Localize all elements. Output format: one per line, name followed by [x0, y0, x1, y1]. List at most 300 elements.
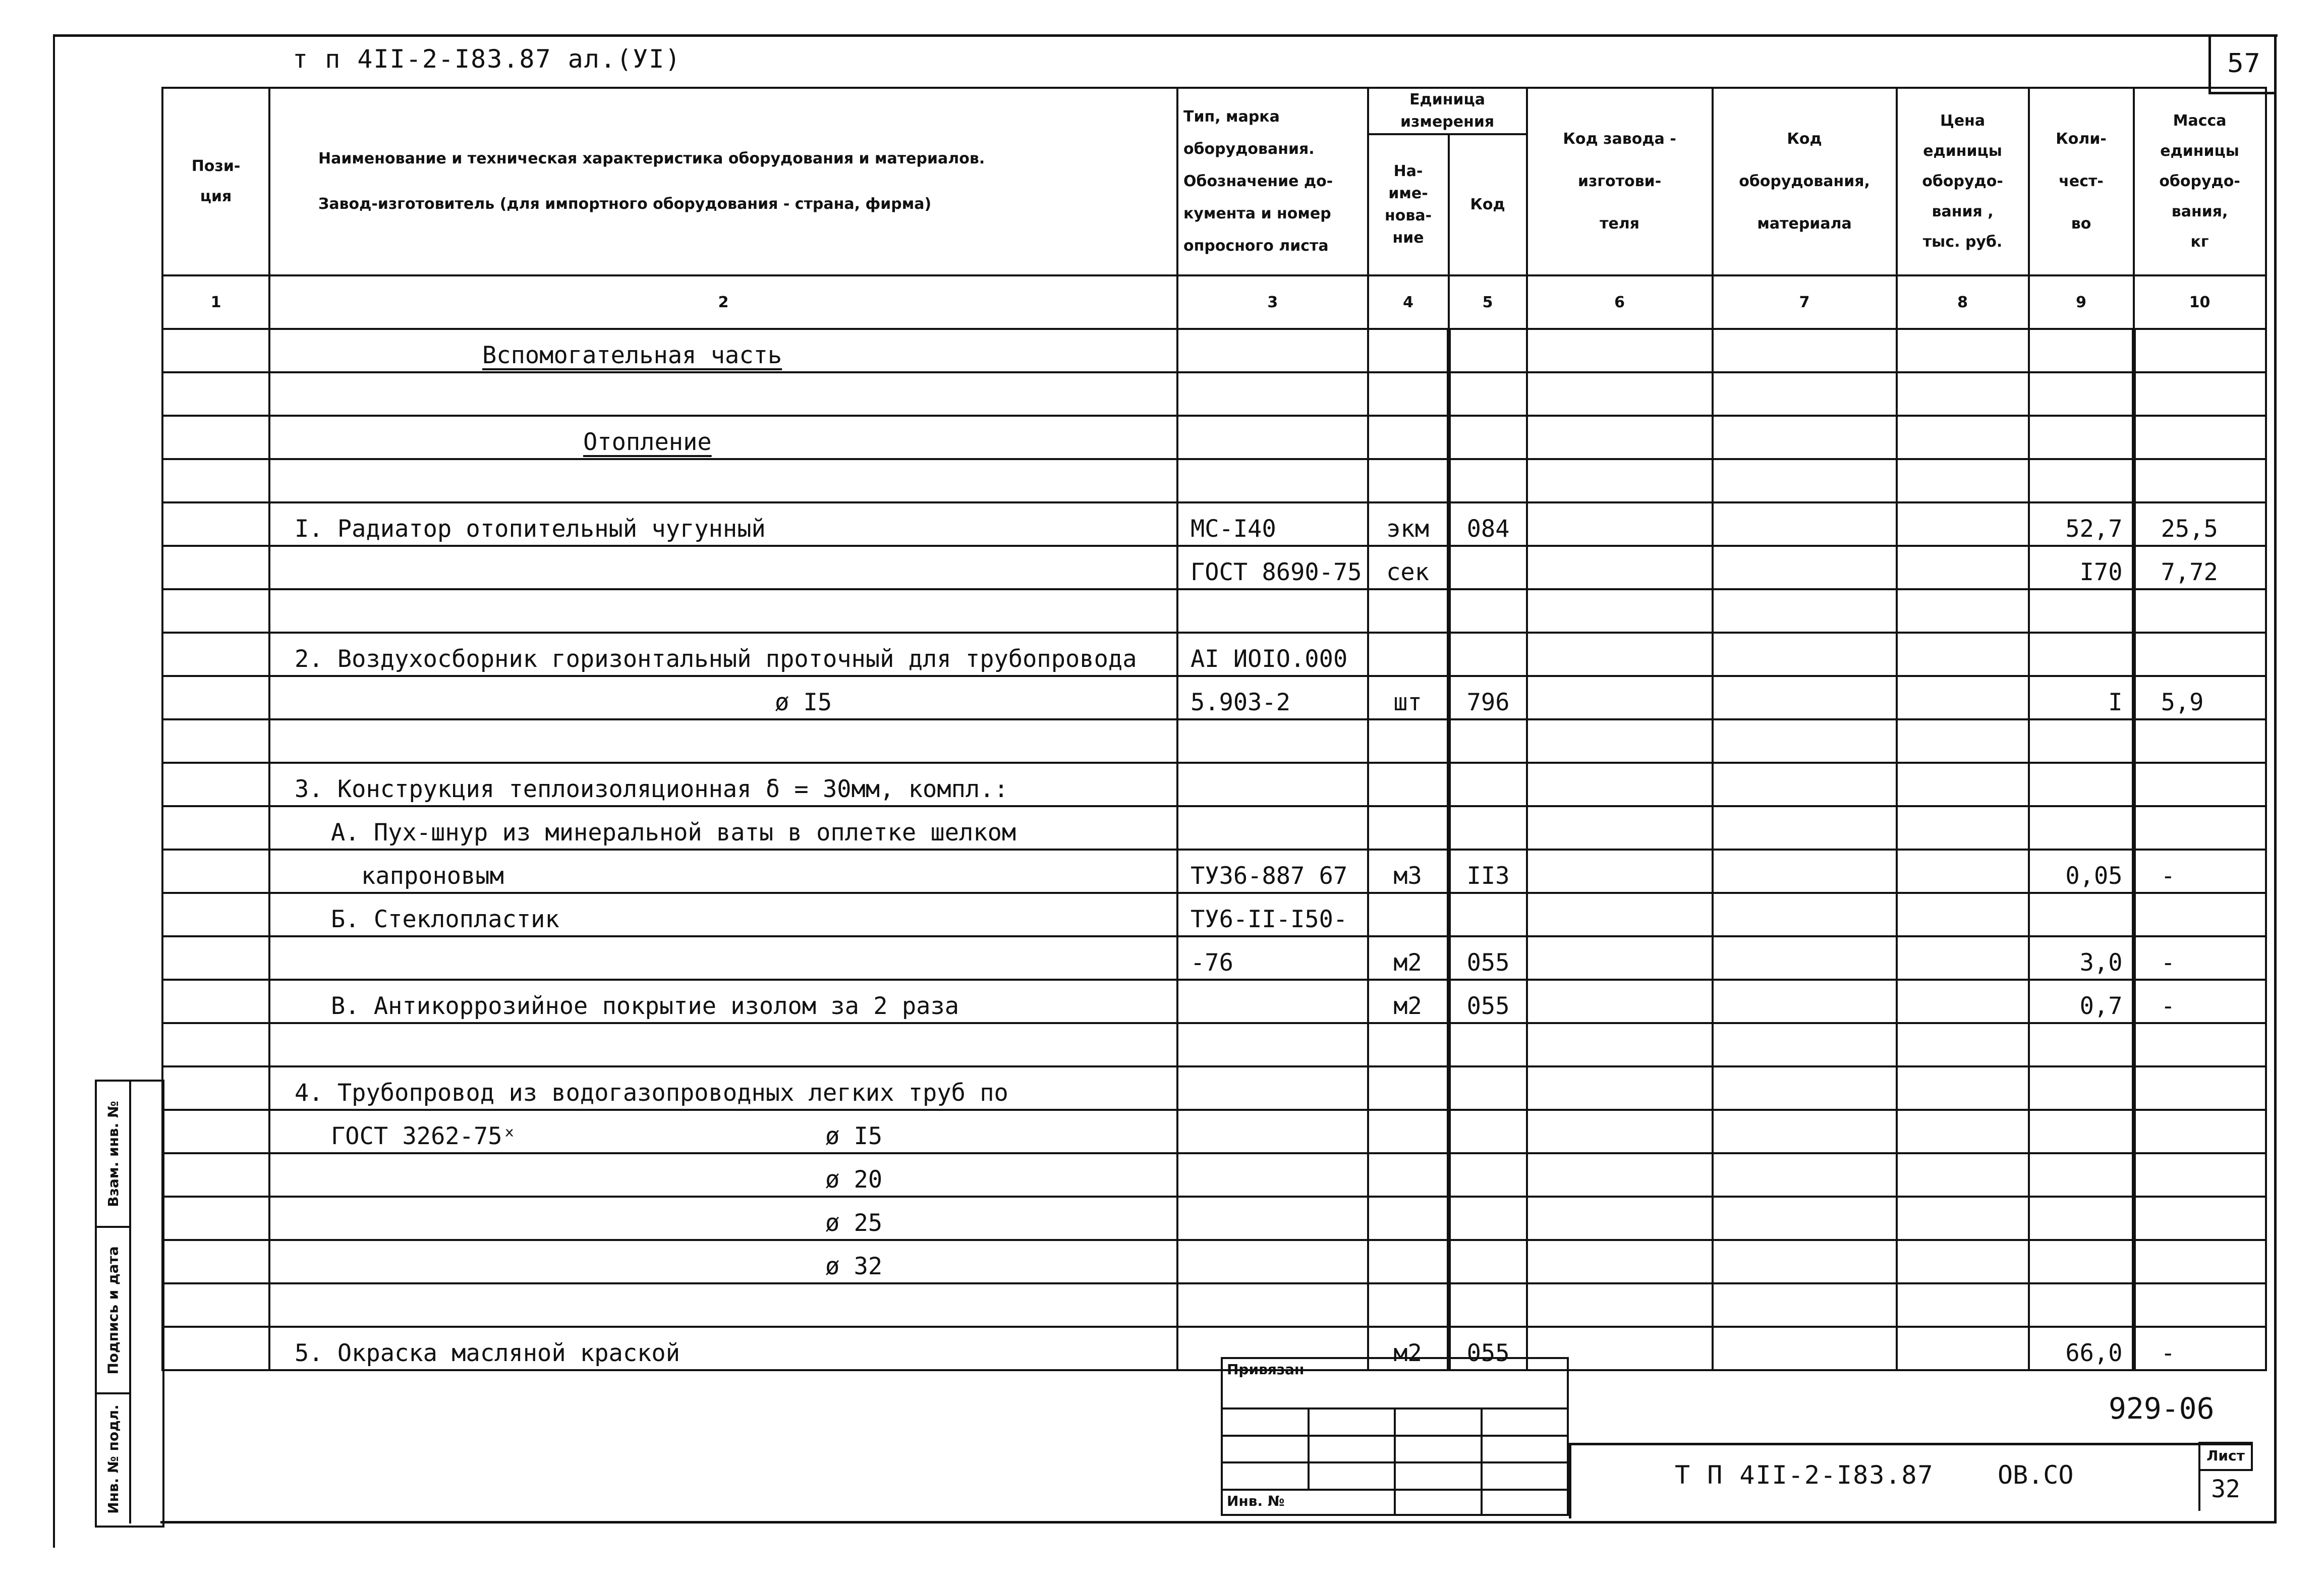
inv-number-label: Инв. № — [1222, 1490, 1395, 1515]
quantity-cell — [2029, 416, 2134, 459]
item-name: В. Антикоррозийное покрытие изолом за 2 раза — [331, 992, 959, 1020]
equipment-code-cell — [1713, 589, 1897, 633]
unit-code-cell: 796 — [1449, 676, 1527, 719]
price-cell — [1897, 980, 2029, 1023]
position-cell — [162, 763, 269, 806]
type-cell: ТУ36-887 67 — [1177, 850, 1368, 893]
header-price: Цена единицы оборудо- вания , тыс. руб. — [1897, 88, 2029, 275]
equipment-code-cell — [1713, 1066, 1897, 1110]
equipment-code-cell — [1713, 633, 1897, 676]
table-row — [162, 1153, 2266, 1197]
equipment-code-cell — [1713, 1197, 1897, 1240]
quantity-cell — [2029, 459, 2134, 502]
header-unit-group: Единица измерения — [1368, 88, 1527, 134]
table-row — [162, 1240, 2266, 1283]
quantity-cell — [2029, 1153, 2134, 1197]
name-cell — [269, 1110, 1177, 1153]
quantity-cell — [2029, 806, 2134, 850]
mass-cell — [2134, 329, 2266, 372]
equipment-code-cell — [1713, 546, 1897, 589]
table-row — [162, 763, 2266, 806]
name-cell — [269, 719, 1177, 763]
table-row — [162, 1066, 2266, 1110]
type-cell — [1177, 763, 1368, 806]
unit-cell — [1368, 1240, 1449, 1283]
mass-cell — [2134, 416, 2266, 459]
unit-cell: шт — [1368, 676, 1449, 719]
unit-cell — [1368, 459, 1449, 502]
binding-strip — [95, 1080, 164, 1528]
table-row — [162, 633, 2266, 676]
factory-code-cell — [1527, 546, 1713, 589]
unit-cell — [1368, 893, 1449, 936]
position-cell — [162, 1066, 269, 1110]
position-cell — [162, 1283, 269, 1327]
factory-code-cell — [1527, 416, 1713, 459]
mass-cell: - — [2134, 1327, 2266, 1370]
factory-code-cell — [1527, 1066, 1713, 1110]
item-name: ГОСТ 3262-75ˣ — [331, 1122, 517, 1150]
type-cell: 5.903-2 — [1177, 676, 1368, 719]
unit-cell — [1368, 1153, 1449, 1197]
name-cell — [269, 1327, 1177, 1370]
unit-code-cell — [1449, 329, 1527, 372]
equipment-code-cell — [1713, 329, 1897, 372]
header-factory-code: Код завода - изготови- теля — [1527, 88, 1713, 275]
mass-cell: - — [2134, 980, 2266, 1023]
header-unit-name: На- име- нова- ние — [1368, 134, 1449, 275]
quantity-cell — [2029, 893, 2134, 936]
name-cell — [269, 589, 1177, 633]
unit-cell — [1368, 329, 1449, 372]
bound-label: Привязан — [1222, 1358, 1568, 1408]
frame-left-line — [53, 34, 55, 1548]
quantity-cell: 0,7 — [2029, 980, 2134, 1023]
unit-code-cell — [1449, 1023, 1527, 1066]
document-code: Т П 4II-2-I83.87 — [1675, 1460, 1934, 1490]
price-cell — [1897, 1023, 2029, 1066]
position-cell — [162, 936, 269, 980]
mass-cell — [2134, 459, 2266, 502]
unit-code-cell — [1449, 1197, 1527, 1240]
factory-code-cell — [1527, 1110, 1713, 1153]
equipment-code-cell — [1713, 1240, 1897, 1283]
type-cell — [1177, 980, 1368, 1023]
mass-cell — [2134, 1197, 2266, 1240]
name-cell — [269, 502, 1177, 546]
equipment-code-cell — [1713, 1023, 1897, 1066]
position-cell — [162, 502, 269, 546]
unit-code-cell: 084 — [1449, 502, 1527, 546]
table-row — [162, 676, 2266, 719]
table-row — [162, 1327, 2266, 1370]
position-cell — [162, 676, 269, 719]
mass-cell: - — [2134, 936, 2266, 980]
item-name: 3. Конструкция теплоизоляционная δ = 30мм, компл.: — [295, 775, 1008, 803]
mass-cell — [2134, 1283, 2266, 1327]
unit-cell — [1368, 1066, 1449, 1110]
mass-cell — [2134, 893, 2266, 936]
position-cell — [162, 850, 269, 893]
column-number: 3 — [1177, 275, 1368, 329]
factory-code-cell — [1527, 850, 1713, 893]
position-cell — [162, 980, 269, 1023]
mass-cell — [2134, 806, 2266, 850]
column-number: 10 — [2134, 275, 2266, 329]
position-cell — [162, 546, 269, 589]
type-cell — [1177, 1197, 1368, 1240]
equipment-code-cell — [1713, 372, 1897, 416]
type-cell — [1177, 372, 1368, 416]
item-name: А. Пух-шнур из минеральной ваты в оплетке шелком — [331, 819, 1016, 847]
type-cell — [1177, 1283, 1368, 1327]
factory-code-cell — [1527, 329, 1713, 372]
table-row — [162, 1023, 2266, 1066]
header-position: Пози- ция — [162, 88, 269, 275]
factory-code-cell — [1527, 502, 1713, 546]
name-cell — [269, 546, 1177, 589]
name-cell — [269, 850, 1177, 893]
mass-cell: - — [2134, 850, 2266, 893]
factory-code-cell — [1527, 763, 1713, 806]
mass-cell — [2134, 763, 2266, 806]
name-cell — [269, 416, 1177, 459]
unit-cell: м2 — [1368, 936, 1449, 980]
quantity-cell — [2029, 1240, 2134, 1283]
table-row — [162, 850, 2266, 893]
table-row — [162, 1197, 2266, 1240]
unit-cell — [1368, 416, 1449, 459]
unit-cell — [1368, 763, 1449, 806]
price-cell — [1897, 719, 2029, 763]
table-row — [162, 329, 2266, 372]
unit-code-cell — [1449, 633, 1527, 676]
header-type: Тип, марка оборудования. Обозначение до- кумента и номер опросного листа — [1177, 88, 1368, 275]
binding-box — [1221, 1357, 1569, 1516]
factory-code-cell — [1527, 633, 1713, 676]
item-name: Б. Стеклопластик — [331, 906, 559, 933]
type-cell — [1177, 719, 1368, 763]
unit-code-cell — [1449, 372, 1527, 416]
item-name: Отопление — [583, 428, 712, 456]
factory-code-cell — [1527, 372, 1713, 416]
price-cell — [1897, 676, 2029, 719]
pipe-diameter: ø 25 — [825, 1209, 883, 1237]
factory-code-cell — [1527, 676, 1713, 719]
type-cell — [1177, 1110, 1368, 1153]
unit-cell — [1368, 1110, 1449, 1153]
type-cell — [1177, 416, 1368, 459]
equipment-code-cell — [1713, 1327, 1897, 1370]
factory-code-cell — [1527, 719, 1713, 763]
document-section: ОВ.СО — [1998, 1460, 2074, 1490]
quantity-cell: 66,0 — [2029, 1327, 2134, 1370]
mass-cell — [2134, 1110, 2266, 1153]
name-cell — [269, 893, 1177, 936]
factory-code-cell — [1527, 1153, 1713, 1197]
type-cell: АI ИОIО.000 — [1177, 633, 1368, 676]
column-number: 9 — [2029, 275, 2134, 329]
table-row — [162, 893, 2266, 936]
type-cell — [1177, 1153, 1368, 1197]
column-number: 7 — [1713, 275, 1897, 329]
side-cell-signature-date: Подпись и дата — [97, 1228, 129, 1394]
price-cell — [1897, 1283, 2029, 1327]
header-quantity: Коли- чест- во — [2029, 88, 2134, 275]
type-cell: МС-I40 — [1177, 502, 1368, 546]
type-cell: -76 — [1177, 936, 1368, 980]
type-cell — [1177, 806, 1368, 850]
name-cell — [269, 329, 1177, 372]
type-cell: ТУ6-II-I50- — [1177, 893, 1368, 936]
quantity-cell — [2029, 329, 2134, 372]
price-cell — [1897, 459, 2029, 502]
unit-code-cell — [1449, 1240, 1527, 1283]
table-row — [162, 1283, 2266, 1327]
name-cell — [269, 1197, 1177, 1240]
unit-code-cell: II3 — [1449, 850, 1527, 893]
name-cell — [269, 936, 1177, 980]
position-cell — [162, 1327, 269, 1370]
unit-code-cell: 055 — [1449, 936, 1527, 980]
side-cell-inv-podl: Инв. № подл. — [104, 1404, 122, 1514]
unit-code-cell — [1449, 459, 1527, 502]
equipment-code-cell — [1713, 719, 1897, 763]
position-cell — [162, 719, 269, 763]
position-cell — [162, 1110, 269, 1153]
item-name: 5. Окраска масляной краской — [295, 1339, 681, 1367]
factory-code-cell — [1527, 589, 1713, 633]
unit-cell — [1368, 1023, 1449, 1066]
price-cell — [1897, 589, 2029, 633]
factory-code-cell — [1527, 459, 1713, 502]
factory-code-cell — [1527, 893, 1713, 936]
quantity-cell — [2029, 719, 2134, 763]
unit-code-cell — [1449, 416, 1527, 459]
price-cell — [1897, 546, 2029, 589]
price-cell — [1897, 1153, 2029, 1197]
price-cell — [1897, 1327, 2029, 1370]
pipe-diameter: ø 32 — [825, 1253, 883, 1280]
unit-code-cell — [1449, 763, 1527, 806]
table-row — [162, 546, 2266, 589]
table-row — [162, 589, 2266, 633]
unit-code-cell — [1449, 1066, 1527, 1110]
quantity-cell: I70 — [2029, 546, 2134, 589]
name-cell — [269, 1283, 1177, 1327]
factory-code-cell — [1527, 1197, 1713, 1240]
position-cell — [162, 459, 269, 502]
frame-right-line — [2274, 34, 2277, 1522]
position-cell — [162, 893, 269, 936]
name-cell — [269, 1240, 1177, 1283]
pipe-diameter: ø I5 — [825, 1122, 883, 1150]
name-cell — [269, 1023, 1177, 1066]
name-cell — [269, 806, 1177, 850]
table-row — [162, 459, 2266, 502]
name-cell — [269, 1066, 1177, 1110]
price-cell — [1897, 1110, 2029, 1153]
name-cell — [269, 676, 1177, 719]
item-name: 2. Воздухосборник горизонтальный проточный для трубопровода — [295, 645, 1137, 673]
quantity-cell — [2029, 589, 2134, 633]
unit-code-cell — [1449, 1283, 1527, 1327]
price-cell — [1897, 763, 2029, 806]
unit-code-cell — [1449, 1153, 1527, 1197]
price-cell — [1897, 416, 2029, 459]
position-cell — [162, 1197, 269, 1240]
factory-code-cell — [1527, 936, 1713, 980]
position-cell — [162, 416, 269, 459]
mass-cell — [2134, 589, 2266, 633]
mass-cell — [2134, 719, 2266, 763]
price-cell — [1897, 329, 2029, 372]
quantity-cell — [2029, 1197, 2134, 1240]
position-cell — [162, 806, 269, 850]
equipment-code-cell — [1713, 459, 1897, 502]
item-name: ø I5 — [775, 689, 832, 716]
unit-cell — [1368, 806, 1449, 850]
equipment-code-cell — [1713, 980, 1897, 1023]
price-cell — [1897, 1197, 2029, 1240]
type-cell: ГОСТ 8690-75 — [1177, 546, 1368, 589]
mass-cell — [2134, 633, 2266, 676]
item-name: 4. Трубопровод из водогазопроводных легких труб по — [295, 1079, 1008, 1107]
unit-cell: м2 — [1368, 1327, 1449, 1370]
position-cell — [162, 633, 269, 676]
factory-code-cell — [1527, 980, 1713, 1023]
header-mass: Масса единицы оборудо- вания, кг — [2134, 88, 2266, 275]
unit-code-cell — [1449, 719, 1527, 763]
column-number: 5 — [1449, 275, 1527, 329]
quantity-cell: 52,7 — [2029, 502, 2134, 546]
price-cell — [1897, 893, 2029, 936]
price-cell — [1897, 1240, 2029, 1283]
unit-code-cell — [1449, 589, 1527, 633]
mass-cell — [2134, 1066, 2266, 1110]
type-cell — [1177, 1066, 1368, 1110]
price-cell — [1897, 936, 2029, 980]
column-number: 2 — [269, 275, 1177, 329]
price-cell — [1897, 1066, 2029, 1110]
quantity-cell — [2029, 1023, 2134, 1066]
position-cell — [162, 589, 269, 633]
position-cell — [162, 329, 269, 372]
unit-code-cell — [1449, 893, 1527, 936]
type-cell — [1177, 1240, 1368, 1283]
table-row — [162, 719, 2266, 763]
mass-cell — [2134, 1240, 2266, 1283]
price-cell — [1897, 806, 2029, 850]
name-cell — [269, 633, 1177, 676]
price-cell — [1897, 372, 2029, 416]
type-cell — [1177, 329, 1368, 372]
table-row — [162, 1110, 2266, 1153]
mass-cell — [2134, 1153, 2266, 1197]
series-number: 929-06 — [2109, 1391, 2215, 1426]
mass-cell: 7,72 — [2134, 546, 2266, 589]
unit-cell — [1368, 372, 1449, 416]
factory-code-cell — [1527, 1023, 1713, 1066]
sheet-title: т п 4II-2-I83.87 ал.(УI) — [293, 44, 682, 74]
item-name: I. Радиатор отопительный чугунный — [295, 515, 766, 543]
equipment-code-cell — [1713, 502, 1897, 546]
quantity-cell: 0,05 — [2029, 850, 2134, 893]
side-cell-vzam-inv: Взам. инв. № — [97, 1082, 129, 1228]
unit-code-cell — [1449, 806, 1527, 850]
mass-cell: 25,5 — [2134, 502, 2266, 546]
header-name: Наименование и техническая характеристика оборудования и материалов. Завод-изготовитель (для импортного оборудования - страна, фирма) — [269, 88, 1177, 275]
table-row — [162, 372, 2266, 416]
equipment-code-cell — [1713, 1283, 1897, 1327]
unit-code-cell: 055 — [1449, 1327, 1527, 1370]
unit-cell — [1368, 1197, 1449, 1240]
column-number: 1 — [162, 275, 269, 329]
price-cell — [1897, 850, 2029, 893]
unit-cell: экм — [1368, 502, 1449, 546]
specification-rows — [162, 329, 2266, 1370]
unit-cell — [1368, 1283, 1449, 1327]
name-cell — [269, 372, 1177, 416]
equipment-code-cell — [1713, 1153, 1897, 1197]
unit-code-cell — [1449, 546, 1527, 589]
factory-code-cell — [1527, 1283, 1713, 1327]
table-row — [162, 980, 2266, 1023]
column-number: 8 — [1897, 275, 2029, 329]
quantity-cell — [2029, 633, 2134, 676]
unit-cell: м3 — [1368, 850, 1449, 893]
quantity-cell — [2029, 1110, 2134, 1153]
unit-cell: сек — [1368, 546, 1449, 589]
table-row — [162, 502, 2266, 546]
price-cell — [1897, 633, 2029, 676]
header-equipment-code: Код оборудования, материала — [1713, 88, 1897, 275]
name-cell — [269, 980, 1177, 1023]
position-cell — [162, 1023, 269, 1066]
side-strip-divider — [129, 1082, 131, 1524]
name-cell — [269, 763, 1177, 806]
item-name: капроновым — [361, 862, 504, 890]
unit-cell — [1368, 589, 1449, 633]
factory-code-cell — [1527, 1240, 1713, 1283]
unit-code-cell — [1449, 1110, 1527, 1153]
quantity-cell — [2029, 1066, 2134, 1110]
column-number: 4 — [1368, 275, 1449, 329]
name-cell — [269, 1153, 1177, 1197]
unit-cell: м2 — [1368, 980, 1449, 1023]
price-cell — [1897, 502, 2029, 546]
unit-code-cell: 055 — [1449, 980, 1527, 1023]
equipment-code-cell — [1713, 806, 1897, 850]
page-number: 57 — [2208, 35, 2277, 94]
equipment-code-cell — [1713, 676, 1897, 719]
specification-table — [161, 87, 2267, 1371]
table-row — [162, 936, 2266, 980]
frame-top-line — [53, 34, 2278, 37]
equipment-code-cell — [1713, 1110, 1897, 1153]
equipment-code-cell — [1713, 416, 1897, 459]
name-cell — [269, 459, 1177, 502]
quantity-cell: 3,0 — [2029, 936, 2134, 980]
equipment-code-cell — [1713, 763, 1897, 806]
quantity-cell: I — [2029, 676, 2134, 719]
unit-cell — [1368, 719, 1449, 763]
mass-cell — [2134, 1023, 2266, 1066]
position-cell — [162, 1240, 269, 1283]
equipment-code-cell — [1713, 893, 1897, 936]
pipe-diameter: ø 20 — [825, 1166, 883, 1194]
table-row — [162, 806, 2266, 850]
